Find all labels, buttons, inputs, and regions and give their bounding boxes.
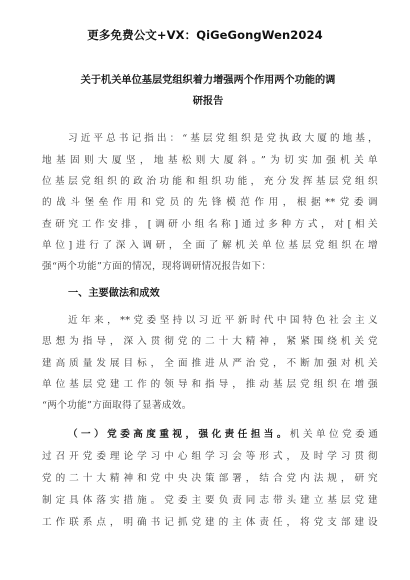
section-line: “两个功能”方面取得了显著成效。	[42, 400, 192, 411]
subsection-line: 过召开党委理论学习中心组学习会等形式，及时学习贯彻	[42, 451, 378, 462]
watermark-text: 更多免费公文+VX：QiGeGongWen2024	[87, 28, 323, 42]
intro-line: 位基层党组织的政治功能和组织功能，充分发挥基层党组织	[42, 176, 378, 187]
intro-line: 习近平总书记指出：“基层党组织是党执政大厦的地基，	[68, 133, 378, 144]
subsection-heading: （一）党委高度重视，强化责任担当。	[68, 429, 290, 440]
subsection-line: 党的二十大精神和党中央决策部署，结合党内法规，研究	[42, 473, 378, 484]
subsection-first-line-rest: 机关单位党委通	[289, 429, 378, 440]
intro-line: 地基固则大厦坚，地基松则大厦斜。”为切实加强机关单	[42, 155, 378, 166]
intro-line: 的战斗堡垒作用和党员的先锋模范作用，根据**党委调	[42, 197, 378, 208]
document-title-line-1: 关于机关单位基层党组织着力增强两个作用两个功能的调	[80, 75, 336, 86]
document-title-line-2: 研报告	[192, 96, 224, 107]
subsection-line: 工作联系点，明确书记抓党建的主体责任，将党支部建设	[42, 517, 378, 528]
intro-line: 强“两个功能”方面的情况，现将调研情况报告如下：	[42, 261, 272, 272]
section-heading: 一、主要做法和成效	[68, 288, 160, 299]
section-line: 建高质量发展目标，全面推进从严治党，不断加强对机关	[42, 358, 378, 369]
subsection-first-line	[68, 426, 378, 440]
section-line: 思想为指导，深入贯彻党的二十大精神，紧紧围绕机关党	[42, 336, 378, 347]
subsection-line: 制定具体落实措施。党委主要负责同志带头建立基层党建	[42, 495, 378, 506]
intro-line: 单位]进行了深入调研，全面了解机关单位基层党组织在增	[42, 240, 378, 251]
section-line: 近年来，**党委坚持以习近平新时代中国特色社会主义	[68, 315, 378, 326]
section-line: 单位基层党建工作的领导和指导，推动基层党组织在增强	[42, 379, 378, 390]
intro-line: 查研究工作安排，[调研小组名称]通过多种方式，对[相关	[42, 219, 378, 230]
